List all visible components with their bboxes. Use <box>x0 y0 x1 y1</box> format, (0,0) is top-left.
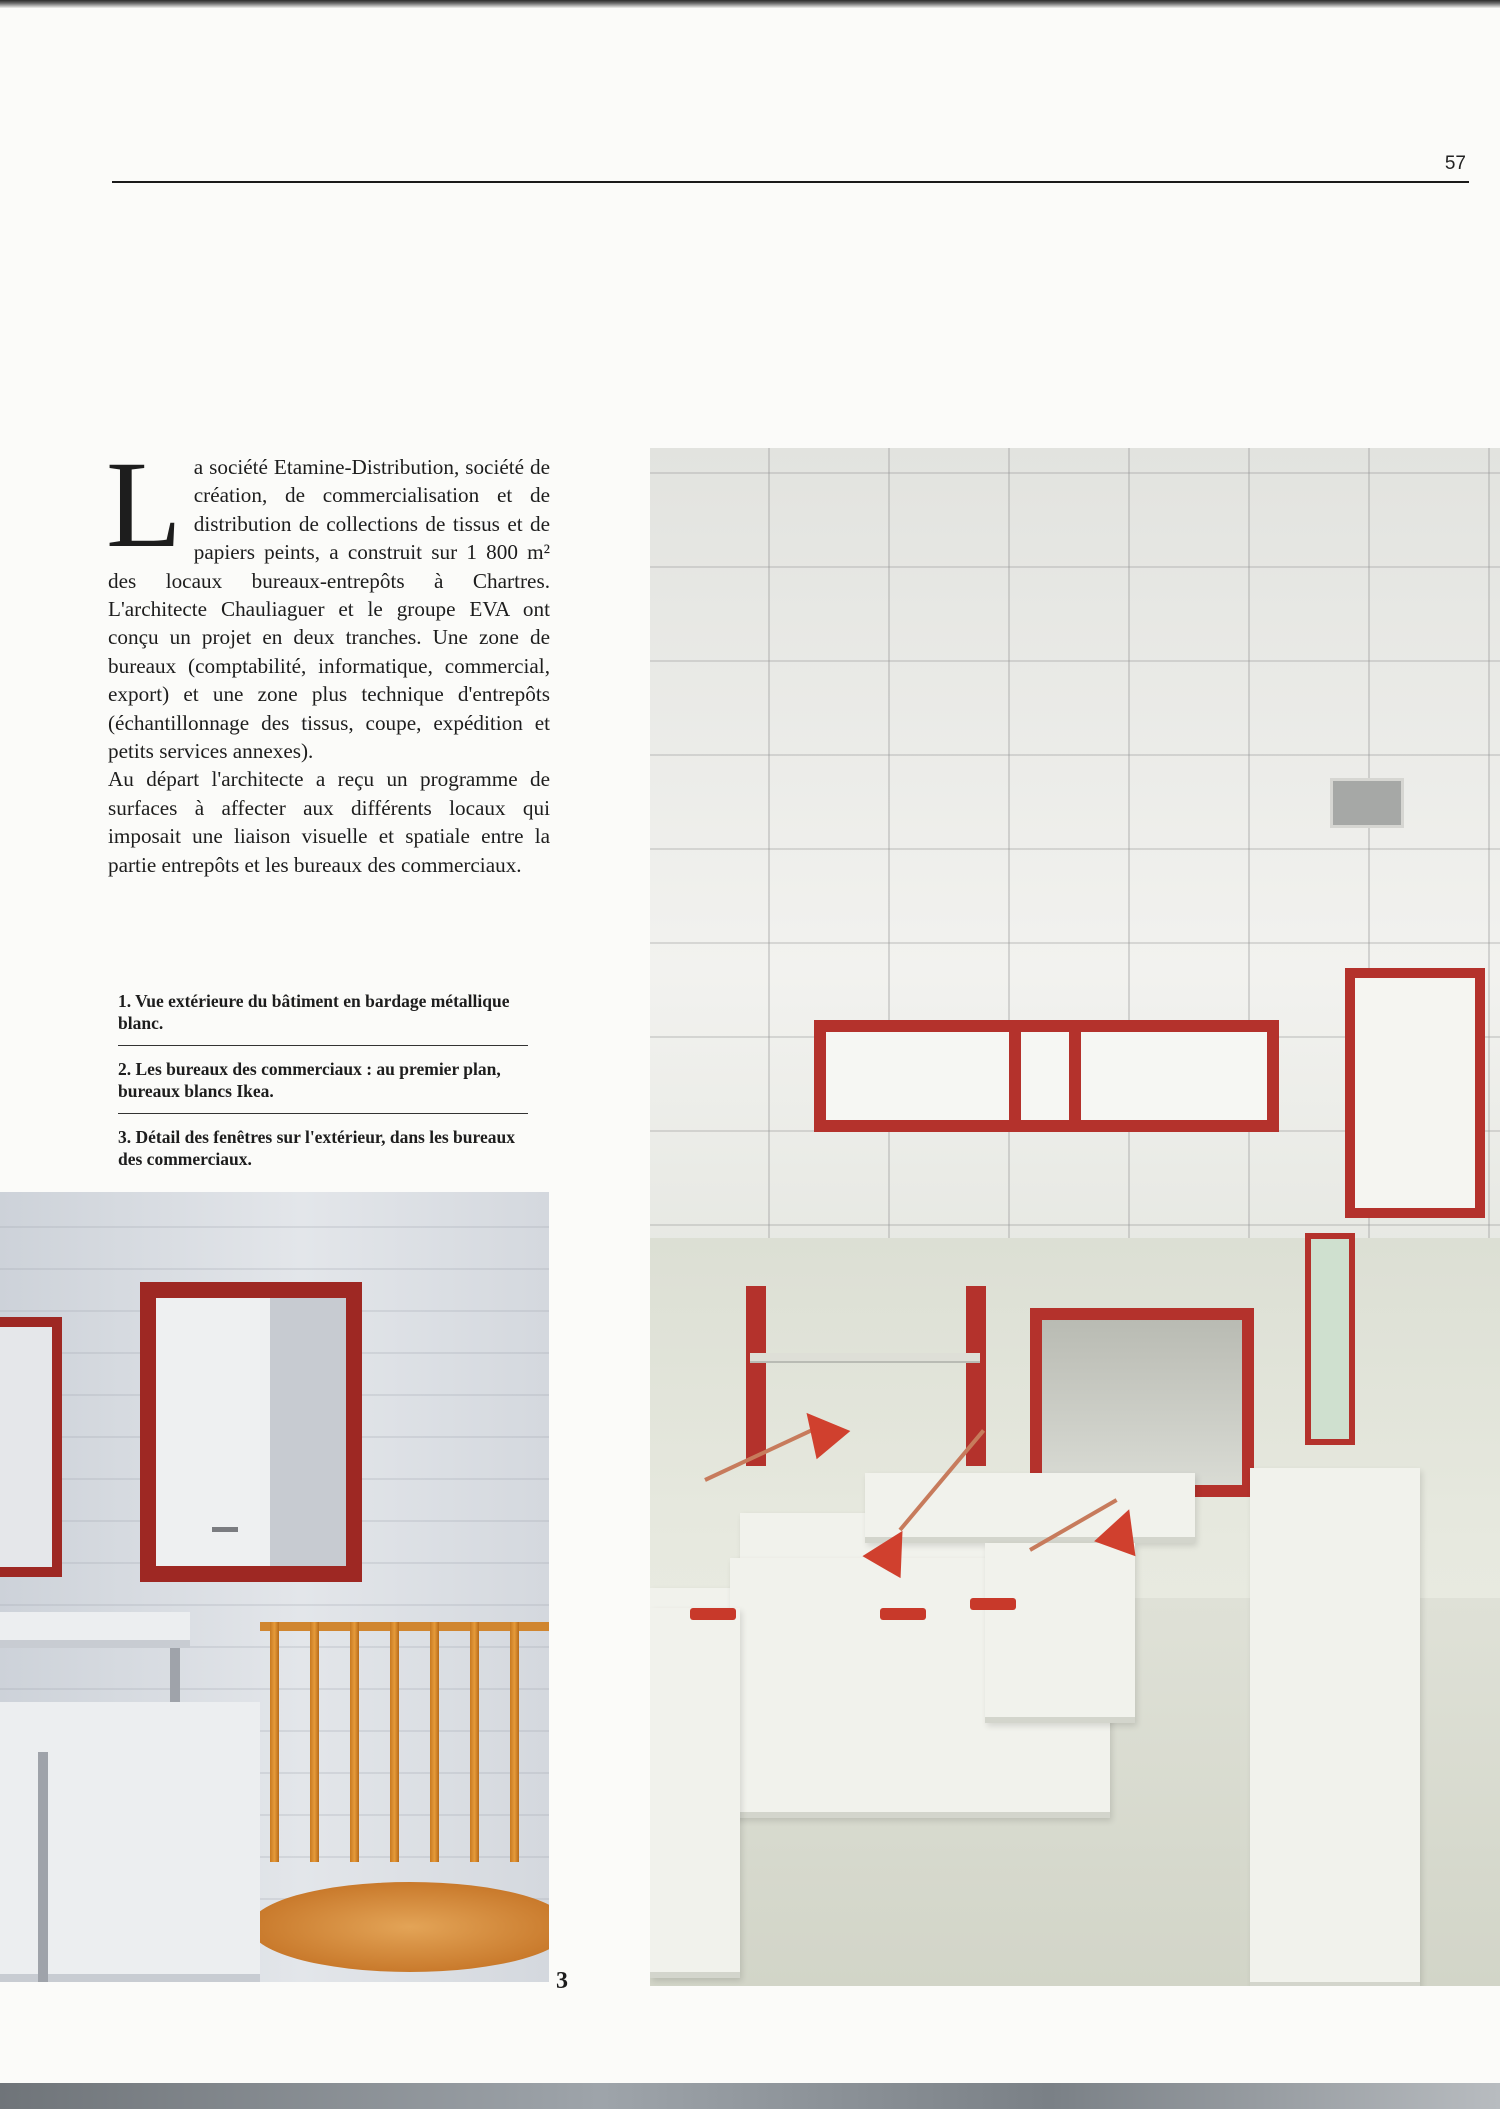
desk <box>650 1608 740 1978</box>
window-mullion <box>1009 1032 1021 1120</box>
door-frame <box>140 1282 362 1582</box>
photo-number-3: 3 <box>556 1968 568 1994</box>
desk <box>0 1612 190 1648</box>
photo-office-interior <box>650 448 1500 1986</box>
header-rule <box>112 181 1469 183</box>
filing-cabinet <box>1250 1468 1420 1986</box>
railing-bar <box>270 1622 279 1862</box>
page-number: 57 <box>1444 153 1466 174</box>
ceiling-vent <box>1330 778 1404 828</box>
wall-shelf <box>750 1353 980 1361</box>
stair-railing <box>260 1622 549 1912</box>
railing-bar <box>310 1622 319 1862</box>
lamp-base <box>970 1598 1016 1610</box>
drop-cap: L <box>106 436 182 573</box>
railing-bar <box>510 1622 519 1862</box>
intro-paragraph-2: Au départ l'architecte a reçu un programme de surfaces à affecter aux différents locaux qui imposait une liaison visuelle et spatiale entre la partie entrepôts et les bureaux des commerciaux. <box>108 767 550 877</box>
railing-bar <box>430 1622 439 1862</box>
desk-leg <box>38 1752 48 1982</box>
door-handle <box>212 1527 238 1532</box>
lamp-base <box>880 1608 926 1620</box>
caption-1: 1. Vue extérieure du bâtiment en bardage métallique blanc. <box>118 990 528 1046</box>
left-window-frame <box>0 1317 62 1577</box>
side-window <box>1345 968 1485 1218</box>
lamp-base <box>690 1608 736 1620</box>
photo-stair-desks <box>0 1192 549 1982</box>
interior-window <box>1030 1308 1254 1497</box>
intro-text <box>106 436 550 879</box>
bottom-image-strip <box>0 2083 1500 2109</box>
caption-3: 3. Détail des fenêtres sur l'extérieur, dans les bureaux des commerciaux. <box>118 1127 515 1169</box>
stair-landing <box>250 1882 549 1972</box>
railing-bar <box>470 1622 479 1862</box>
photo-captions <box>118 990 528 1193</box>
shelf-post <box>746 1286 766 1466</box>
clerestory-window <box>814 1020 1279 1132</box>
desk <box>985 1543 1135 1723</box>
window-mullion <box>1069 1032 1081 1120</box>
railing-bar <box>390 1622 399 1862</box>
railing-top <box>260 1622 549 1631</box>
caption-2: 2. Les bureaux des commerciaux : au premier plan, bureaux blancs Ikea. <box>118 1058 528 1114</box>
intro-paragraph-1: a société Etamine-Distribution, société de création, de commercialisation et de distribution de collections de tissus et de papiers peints, a construit sur 1 800 m² des locaux bureaux-entrepôts à Chartres. L'architecte Chauliaguer et le groupe EVA ont conçu un projet en deux tranches. Une zone de bureaux (comptabilité, informatique, commercial, export) et une zone plus technique d'entrepôts (échantillonnage des tissus, coupe, expédition et petits services annexes). <box>108 455 550 764</box>
page-top-edge <box>0 0 1500 8</box>
railing-bar <box>350 1622 359 1862</box>
back-door <box>1305 1233 1355 1445</box>
